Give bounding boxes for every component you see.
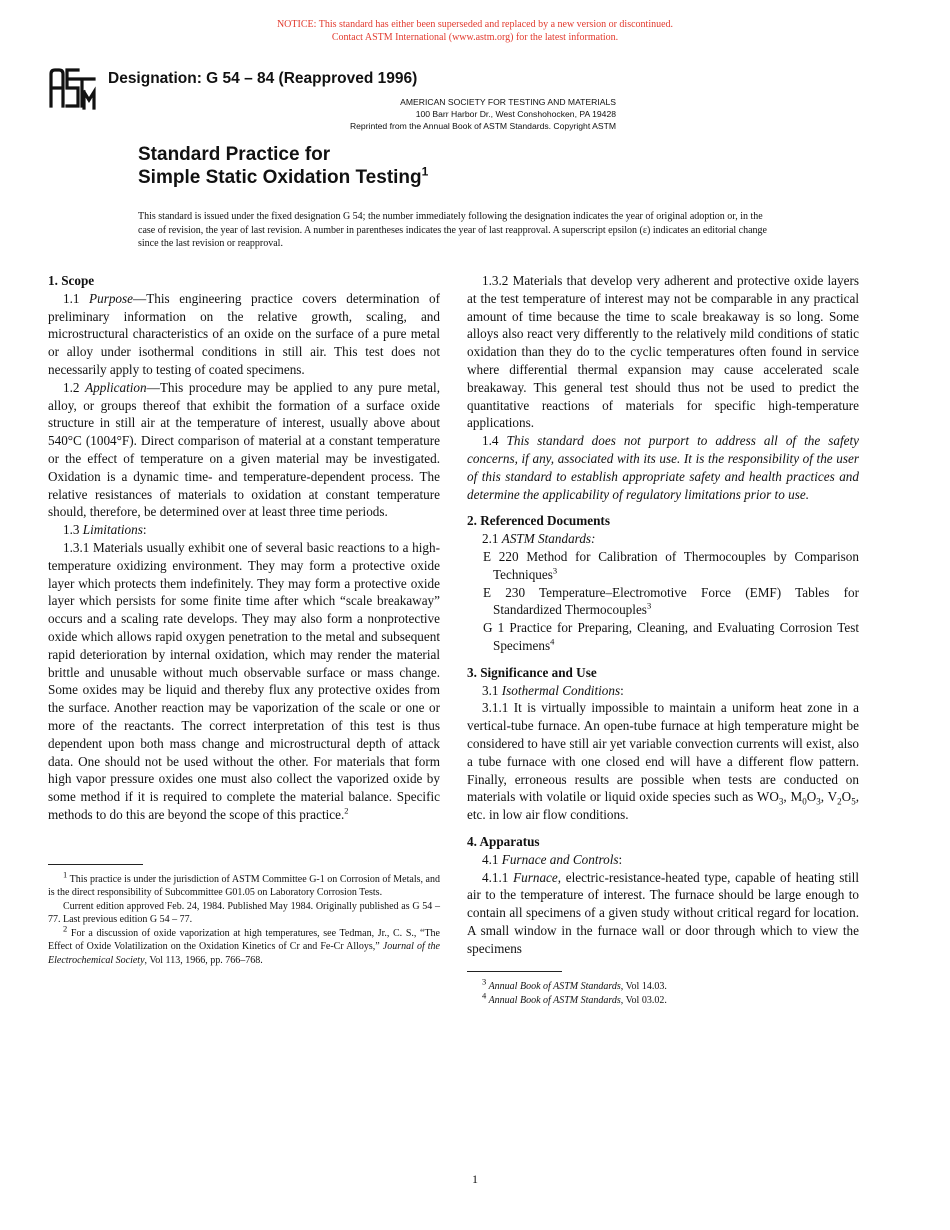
reprint-note: Reprinted from the Annual Book of ASTM Standards. Copyright ASTM xyxy=(349,121,616,131)
footnotes-right xyxy=(467,977,859,1007)
paragraph-4-1: 4.1 Furnace and Controls: xyxy=(482,851,623,867)
supersede-notice xyxy=(0,18,950,44)
paragraph-3-1: 3.1 Isothermal Conditions: xyxy=(482,682,624,698)
reference-g1: G 1 Practice for Preparing, Cleaning, and Evaluating Corrosion Test Specimens$^4$ xyxy=(483,620,859,653)
society-address: 100 Barr Harbor Dr., West Conshohocken, PA 19428 xyxy=(415,109,616,119)
paragraph-1-4: 1.4 This standard does not purport to address all of the safety concerns, if any, associated with its use. It is the responsibility of the user of this standard to establish appropriate safety and health practices and determine the applicability of regulatory limitations prior to use. xyxy=(467,433,860,502)
paragraph-1-2: 1.2 Application—This procedure may be applied to any pure metal, alloy, or groups thereof that exhibit the formation of a surface oxide structure in still air at the temperature of interest, usually above about 540°C (1004°F). Direct comparison of material at a constant temperature or the effect of temperature on a given material may be investigated. Oxidation is a dynamic time- and temperature-dependent process. The relative resistances of materials to oxidation at constant temperature should, therefore, be determined over at least three time periods. xyxy=(48,379,440,520)
paragraph-1-1: 1.1 Purpose—This engineering practice covers determination of preliminary information on the relative growth, scaling, and microstructural characteristics of an oxide on the surface of a pure metal or alloy under isothermal conditions in still air. This test does not necessarily apply to testing of coated specimens. xyxy=(48,290,441,377)
title-main: Simple Static Oxidation Testing xyxy=(138,167,422,188)
paragraph-2-1: 2.1 ASTM Standards: xyxy=(482,531,596,547)
notice-line-2: Contact ASTM International (www.astm.org) for the latest information. xyxy=(331,32,619,43)
footnote-2: $^2$ For a discussion of oxide vaporization at high temperatures, see Tedman, Jr., C. S., “The Effect of Oxide Volatilization on the Oxidation Kinetics of Cr and Fe-Cr Alloys,” Journal of the Electrochemical Society, Vol 113, 1966, pp. 766–768. xyxy=(48,923,440,966)
footnote-rule-right xyxy=(467,971,562,972)
footnote-4: $^4$ Annual Book of ASTM Standards, Vol 03.02. xyxy=(482,990,667,1006)
notice-line-1: NOTICE: This standard has either been superseded and replaced by a new version or discontinued. xyxy=(276,19,674,30)
issued-note: This standard is issued under the fixed designation G 54; the number immediately following the designation indicates the year of original adoption or, in the case of revision, the year of last revision. A number in parentheses indicates the year of last reapproval. A superscript epsilon (ε) indicates an editorial change since the last revision or reapproval. xyxy=(138,211,767,249)
title-line-1: Standard Practice for xyxy=(138,144,331,165)
footnote-3: $^3$ Annual Book of ASTM Standards, Vol 14.03. xyxy=(482,977,667,993)
section-heading-apparatus: 4. Apparatus xyxy=(467,833,540,849)
reference-e230: E 230 Temperature–Electromotive Force (EMF) Tables for Standardized Thermocouples$^3$ xyxy=(483,584,859,618)
left-column xyxy=(48,272,440,967)
paragraph-3-1-1: 3.1.1 It is virtually impossible to maintain a uniform heat zone in a vertical-tube furnace. An open-tube furnace at high temperature might be considered to have still air yet variable convection currents will exist, also a tube furnace with one closed end will have a different flow pattern. Finally, erroneous results are possible when tests are conducted on materials with volatile or liquid oxide species such as $WO_3$, $M_0O_3$, $V_2O_5$, etc. in low air flow conditions. xyxy=(467,700,859,823)
astm-logo-icon xyxy=(48,66,96,110)
society-name: AMERICAN SOCIETY FOR TESTING AND MATERIALS xyxy=(400,97,616,107)
document-title xyxy=(138,143,428,189)
footnote-1-edition: Current edition approved Feb. 24, 1984. Published May 1984. Originally published as G 54 – 77. Last previous edition G 54 – 77. xyxy=(48,900,440,926)
title-line-2 xyxy=(138,166,428,189)
footnotes-left xyxy=(48,869,440,968)
section-heading-scope: 1. Scope xyxy=(48,273,95,288)
logo-text: ASTM xyxy=(48,66,51,67)
page-number: 1 xyxy=(472,1172,478,1186)
reference-e220: E 220 Method for Calibration of Thermocouples by Comparison Techniques$^3$ xyxy=(483,548,859,582)
paragraph-1-3: 1.3 Limitations: xyxy=(63,522,147,538)
paragraph-1-3-1: 1.3.1 Materials usually exhibit one of several basic reactions to a high-temperature oxidizing environment. They may form a protective oxide layer which protects them indefinitely. They may form a protective oxide layer which persists for some finite time after which “scale breakaway” occurs and a scaling rate develops. They may also form a nonprotective oxide which allows rapid oxygen penetration to the metal and subsequent rapid deterioration by internal oxidation, which may render the material brittle and unusable without much observable surface or mass change. Some oxides may be liquid and thereby flux any protective oxides from the surface. Another reaction may be vaporization of the scale or one or more of the reactants. The correct interpretation of this test is thus dependent upon both mass change and microstructural depth of attack data. One should not be used without the other. For materials that form high vapor pressure oxides one must also collect the vaporized oxide by some method if it is required to complete the material balance. Specific methods to do this are beyond the scope of this practice.$^2$ xyxy=(48,539,440,822)
section-heading-significance: 3. Significance and Use xyxy=(467,664,597,680)
paragraph-1-3-2: 1.3.2 Materials that develop very adherent and protective oxide layers at the test temperature of interest may not be comparable in any practical amount of time because the time to scale breakaway is so long. Some alloys also react very differently to the relatively mild conditions of static oxidation than they do to the cyclic temperatures often found in service where differential thermal expansion may cause accelerated scale breakaway. This general test should thus not be used to predict the quantitative reactions of materials for specific high-temperature applications. xyxy=(467,273,859,431)
right-column xyxy=(467,272,859,1007)
title-footnote-ref: 1 xyxy=(421,164,429,179)
footnote-1: $^1$ This practice is under the jurisdiction of ASTM Committee G-1 on Corrosion of Metals, and is the direct responsibility of Subcommittee G01.05 on Laboratory Corrosion Tests. xyxy=(48,869,440,899)
designation: Designation: G 54 – 84 (Reapproved 1996) xyxy=(108,70,418,87)
footnote-rule-left xyxy=(48,864,143,865)
society-block xyxy=(300,96,616,132)
section-heading-referenced: 2. Referenced Documents xyxy=(467,513,610,529)
paragraph-4-1-1: 4.1.1 Furnace, electric-resistance-heated type, capable of heating still air to the temperature of interest. The furnace should be large enough to contain all specimens of a given study without critical regard for location. A small window in the furnace wall or door through which to view the specimens xyxy=(467,869,859,956)
